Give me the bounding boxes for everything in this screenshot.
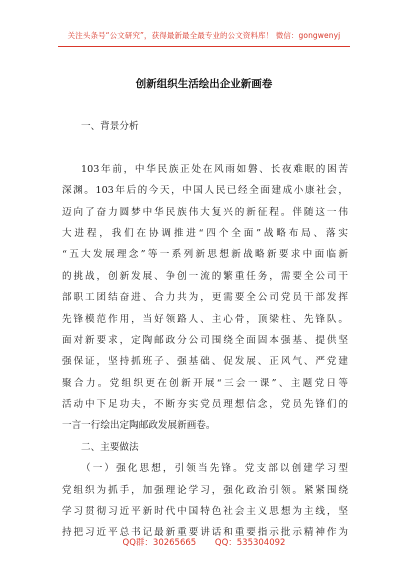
section-heading-main-practices: 二、主要做法: [81, 441, 139, 453]
section-heading-background: 一、背景分析: [81, 121, 139, 132]
paragraph-line: 学习贯彻习近平新时代中国特色社会主义思想为主线，坚: [62, 506, 348, 518]
document-body: [62, 116, 348, 544]
paragraph-line: 聚合力。党组织更在创新开展“三会一课”、主题党日等: [62, 377, 348, 389]
paragraph-line: 103年前，中华民族正处在风雨如磐、长夜难眠的困苦: [81, 163, 348, 175]
paragraph-line: 强保证，坚持抓班子、强基础、促发展、正风气、严党建: [62, 356, 348, 368]
paragraph-line: 党组织为抓手，加强理论学习，强化政治引领。紧紧围绕: [62, 484, 348, 496]
footer-qq-group: QQ群：30265665: [122, 538, 197, 548]
blank-line: [62, 137, 348, 158]
paragraph-line: 迈向了奋力圆梦中华民族伟大复兴的新征程。伴随这一伟: [62, 206, 348, 218]
document-title: 创新组织生活绘出企业新画卷: [135, 78, 273, 90]
header-promo-note: 关注头条号“公文研究”，获得最新最全最专业的公文资料库！ 微信：gongwenyj: [67, 31, 341, 40]
paragraph-line: 的挑战，创新发展、争创一流的繁重任务，需要全公司干: [62, 270, 348, 282]
paragraph-line: 部职工团结奋进、合力共为，更需要全公司党员干部发挥: [62, 292, 348, 304]
paragraph-line: 深渊。103年后的今天，中国人民已经全面建成小康社会，: [62, 185, 348, 197]
paragraph-line: 面对新要求，定陶邮政分公司围绕全面固本强基、提供坚: [62, 334, 348, 346]
paragraph-line: （一）强化思想，引领当先锋。党支部以创建学习型: [81, 463, 348, 475]
footer-qq-number: QQ：535304092: [214, 538, 286, 548]
paragraph-line: 大进程，我们在协调推进“四个全面”战略布局、落实: [62, 227, 348, 239]
paragraph-line: “五大发展理念”等一系列新思想新战略新要求中面临新: [62, 249, 348, 261]
paragraph-line: 持把习近平总书记最新重要讲话和重要指示批示精神作为: [62, 527, 348, 539]
header-divider: [58, 46, 350, 47]
paragraph-line: 先锋模范作用，当好领路人、主心骨，顶梁柱、先锋队。: [62, 313, 348, 325]
footer-contact: [0, 536, 408, 548]
paragraph-line: 活动中下足功夫，不断夯实党员理想信念，党员先锋们的: [62, 399, 348, 411]
paragraph-line: 一言一行绘出定陶邮政发展新画卷。: [62, 420, 216, 432]
